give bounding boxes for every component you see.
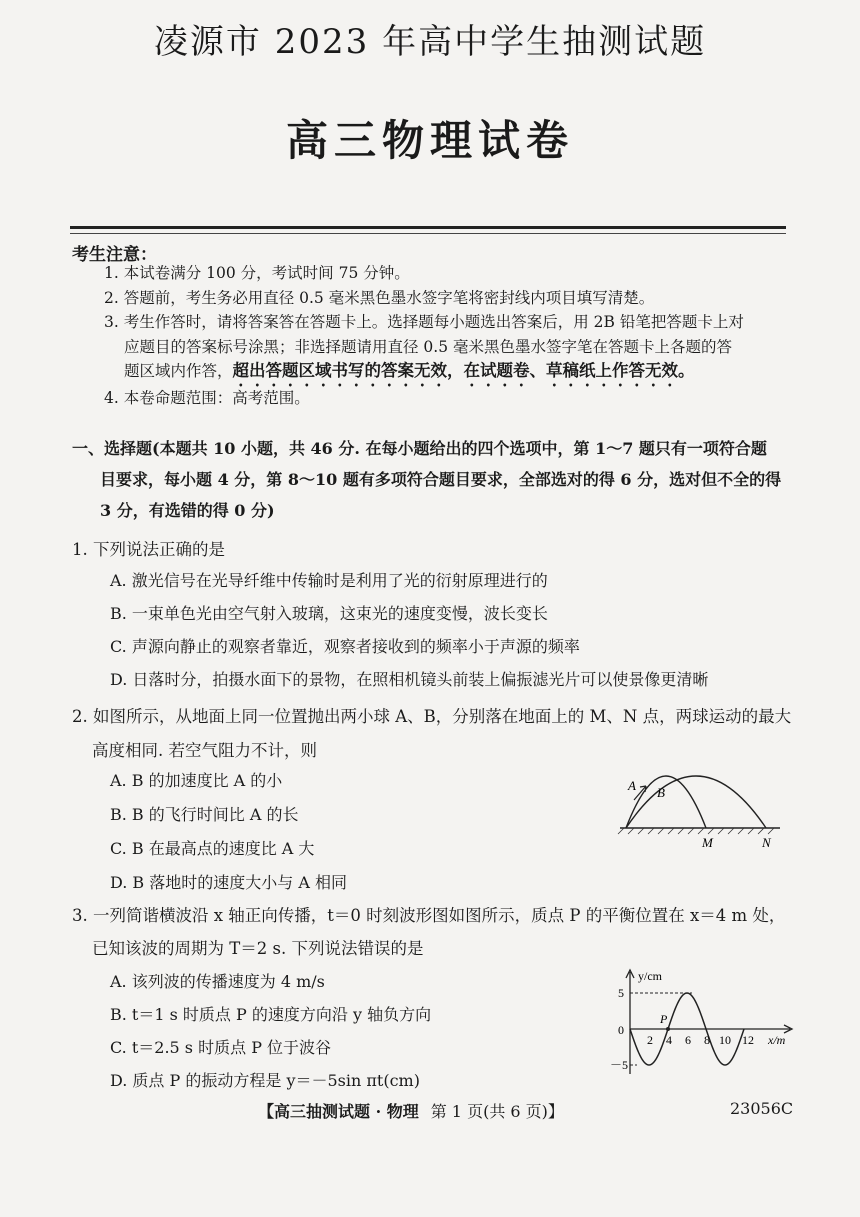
tick-y-5: 5: [618, 986, 624, 1000]
label-p: P: [660, 1012, 668, 1026]
tick-x-10: 10: [719, 1033, 731, 1047]
q2-trajectory-figure: [612, 756, 787, 852]
q3-wave-figure: [610, 966, 800, 1078]
tick-origin: 0: [618, 1023, 624, 1037]
notice-item-3-emphasis: 超出答题区域书写的答案无效，在试题卷、草稿纸上作答无效。: [232, 361, 695, 380]
label-a: A: [628, 778, 636, 793]
notice-heading: 考生注意：: [72, 245, 157, 265]
tick-x-2: 2: [647, 1033, 653, 1047]
trajectory-a: [626, 776, 706, 828]
notice-item-3: 3. 考生作答时，请将答案答在答题卡上。选择题每小题选出答案后，用 2B 铅笔把答题卡上对: [104, 313, 744, 331]
q3-option-d: D. 质点 P 的振动方程是 y＝－5sin πt(cm): [110, 1071, 420, 1090]
footer-title: 【高三抽测试题 · 物理: [258, 1102, 419, 1121]
q1-option-a: A. 激光信号在光导纤维中传输时是利用了光的衍射原理进行的: [110, 571, 548, 590]
tick-x-8: 8: [704, 1033, 710, 1047]
exam-title: 凌源市 2023 年高中学生抽测试题: [153, 22, 707, 62]
page-footer: [258, 1099, 564, 1122]
notice-item-2: 2. 答题前，考生务必用直径 0.5 毫米黑色墨水签字笔将密封线内项目填写清楚。: [104, 289, 655, 307]
trajectory-b: [626, 776, 766, 828]
q2-stem-line-2: 高度相同. 若空气阻力不计，则: [92, 741, 317, 760]
q1-option-b: B. 一束单色光由空气射入玻璃，这束光的速度变慢，波长变长: [110, 604, 548, 623]
ground-hatching: [618, 828, 774, 834]
q3-stem-line-1: 3. 一列简谐横波沿 x 轴正向传播，t＝0 时刻波形图如图所示，质点 P 的平衡位置在 x＝4 m 处，: [72, 906, 786, 925]
subject-title: 高三物理试卷: [285, 116, 574, 165]
q3-option-c: C. t＝2.5 s 时质点 P 位于波谷: [110, 1038, 332, 1057]
y-axis-label: y/cm: [638, 969, 662, 983]
label-n: N: [762, 835, 771, 850]
label-m: M: [702, 835, 713, 850]
notice-item-3-plain: 题区域内作答，: [124, 362, 233, 380]
tick-x-6: 6: [685, 1033, 691, 1047]
q1-stem: 1. 下列说法正确的是: [72, 540, 225, 559]
notice-item-3-cont: 应题目的答案标号涂黑；非选择题请用直径 0.5 毫米黑色墨水签字笔在答题卡上各题的答: [124, 338, 733, 356]
notice-item-1: 1. 本试卷满分 100 分，考试时间 75 分钟。: [104, 264, 410, 282]
q1-option-c: C. 声源向静止的观察者靠近，观察者接收到的频率小于声源的频率: [110, 637, 580, 656]
q2-option-d: D. B 落地时的速度大小与 A 相同: [110, 873, 348, 892]
q2-option-a: A. B 的加速度比 A 的小: [110, 771, 283, 790]
header-rule-thick: [70, 226, 786, 229]
q2-option-b: B. B 的飞行时间比 A 的长: [110, 805, 299, 824]
point-p: [666, 1027, 670, 1031]
q2-option-c: C. B 在最高点的速度比 A 大: [110, 839, 315, 858]
tick-x-4: 4: [666, 1033, 672, 1047]
paper-code: 23056C: [730, 1099, 794, 1118]
footer-page: 第 1 页(共 6 页)】: [430, 1102, 564, 1121]
q1-option-d: D. 日落时分，拍摄水面下的景物，在照相机镜头前装上偏振滤光片可以使景像更清晰: [110, 670, 709, 689]
tick-x-12: 12: [742, 1033, 754, 1047]
header-rule-thin: [70, 233, 786, 234]
notice-item-3-cont2: [124, 357, 695, 390]
section-instructions-line-3: 3 分，有选错的得 0 分): [100, 501, 275, 520]
section-instructions-line-2: 目要求，每小题 4 分，第 8～10 题有多项符合题目要求，全部选对的得 6 分，选对但不全的得: [100, 470, 782, 489]
section-instructions-line-1: 一、选择题(本题共 10 小题，共 46 分. 在每小题给出的四个选项中，第 1～7 题只有一项符合题: [72, 439, 767, 458]
q2-stem-line-1: 2. 如图所示，从地面上同一位置抛出两小球 A、B，分别落在地面上的 M、N 点，两球运动的最大: [72, 707, 792, 726]
tick-y-neg5: －5: [610, 1058, 629, 1072]
q3-option-b: B. t＝1 s 时质点 P 的速度方向沿 y 轴负方向: [110, 1005, 432, 1024]
notice-item-4: 4. 本卷命题范围：高考范围。: [104, 389, 310, 407]
label-b: B: [657, 785, 665, 800]
x-axis-label: x/m: [768, 1033, 786, 1047]
q3-stem-line-2: 已知该波的周期为 T＝2 s. 下列说法错误的是: [92, 939, 424, 958]
q3-option-a: A. 该列波的传播速度为 4 m/s: [110, 972, 325, 991]
